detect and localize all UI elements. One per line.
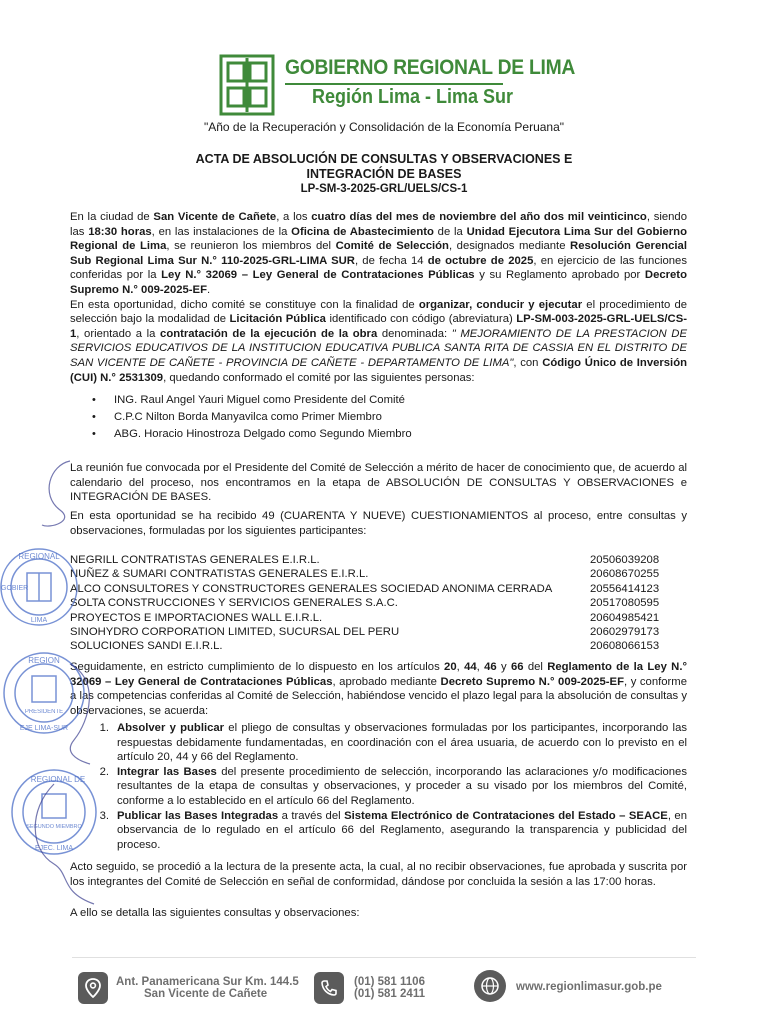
participant-name: SOLUCIONES SANDI E.I.R.L.	[70, 640, 223, 653]
item-number: 1.	[99, 722, 109, 734]
gobierno-regional-lima-logo	[219, 54, 275, 116]
text: ,	[456, 661, 465, 673]
text: y	[496, 661, 511, 673]
participant-ruc: 20608066153	[590, 640, 660, 653]
text-bold: 18:30 horas	[88, 225, 152, 238]
text: , aprobado mediante	[332, 675, 441, 688]
year-motto: "Año de la Recuperación y Consolidación de la Economía Peruana"	[203, 120, 565, 134]
text: de la	[433, 225, 467, 238]
org-name: GOBIERNO REGIONAL DE LIMA	[285, 56, 576, 79]
item-text	[117, 765, 687, 809]
text-bold: Código Único de Inversión (CUI) N.° 2531309	[70, 356, 688, 384]
stamp-text: REGIONAL DE	[30, 775, 86, 784]
document-code: LP-SM-3-2025-GRL/UELS/CS-1	[300, 183, 468, 195]
text-bold: 46	[484, 661, 497, 673]
text: , en ejercicio de las funciones conferidas por la	[70, 254, 687, 282]
text-bold: Decreto Supremo N.° 009-2025-EF	[440, 675, 624, 688]
org-divider	[285, 83, 503, 85]
text-bold: de octubre de 2025	[427, 254, 534, 267]
text: , a los	[276, 211, 312, 223]
footer-website: www.regionlimasur.gob.pe	[516, 981, 662, 993]
participant-name: PROYECTOS E IMPORTACIONES WALL E.I.R.L.	[70, 611, 323, 624]
participant-name: NEGRILL CONTRATISTAS GENERALES E.I.R.L.	[70, 554, 320, 566]
item-text	[117, 809, 687, 853]
item-text	[117, 721, 687, 765]
participant-ruc: 20608670255	[590, 568, 660, 581]
text: del	[523, 661, 548, 673]
text-bold: 20	[444, 661, 457, 673]
project-name: " MEJORAMIENTO DE LA PRESTACION DE SERVICIOS EDUCATIVOS DE LA INSTITUCION EDUCATIVA PUBLICA SANTA RITA DE CASSIA EN EL DISTRITO DE SAN VICENTE DE CAÑETE - PROVINCIA DE CAÑETE - DEPARTAMENTO DE LIMA"	[70, 327, 687, 369]
text-bold: Resolución Gerencial Sub Regional Lima Sur N.° 110-2025-GRL-LIMA SUR	[70, 240, 687, 267]
text-bold: Ley N.° 32069 – Ley General de Contrataciones Públicas	[161, 269, 475, 282]
text: , y conforme a las competencias conferidas al Comité de Selección, habiéndose vencido el plazo legal para la absolución de consultas y observaciones, se acuerda:	[70, 675, 687, 717]
text-bold: cuatro días del mes de noviembre del año dos mil veinticinco	[311, 211, 647, 223]
table-row	[70, 639, 660, 653]
paragraph-questions: En esta oportunidad se ha recibido 49 (CUARENTA Y NUEVE) CUESTIONAMIENTOS al proceso, entre consultas y observaciones, formuladas por los siguientes participantes:	[70, 510, 687, 537]
list-item	[92, 426, 412, 443]
text-bold: Unidad Ejecutora Lima Sur del Gobierno Regional de Lima	[70, 225, 687, 253]
text: , con	[513, 356, 543, 369]
participant-ruc: 20517080595	[590, 597, 660, 610]
text: el procedimiento de selección bajo la modalidad de	[70, 298, 688, 326]
stamp-text: SEGUNDO MIEMBRO	[26, 824, 82, 830]
table-row	[70, 582, 660, 596]
title-line-2: INTEGRACIÓN DE BASES	[306, 167, 462, 181]
title-line-1: ACTA DE ABSOLUCIÓN DE CONSULTAS Y OBSERVACIONES E	[195, 152, 573, 166]
member-name: C.P.C Nilton Borda Manyavilca como Primer Miembro	[114, 411, 382, 423]
table-row	[70, 596, 660, 610]
stamp-text: REGION	[28, 656, 60, 665]
member-name: ABG. Horacio Hinostroza Delgado como Segundo Miembro	[114, 428, 412, 440]
document-title	[0, 152, 768, 182]
stamp-text: REGIONAL	[18, 552, 60, 561]
paragraph-details: A ello se detalla las siguientes consultas y observaciones:	[70, 907, 360, 919]
stamp-text: EJE LIMA-SUR	[19, 725, 69, 732]
globe-icon	[474, 970, 506, 1002]
text: , en observancia de lo regulado en el artículo 66 del Reglamento, asegurando la transparencia y publicidad del proceso.	[117, 809, 687, 851]
text: denominada:	[377, 327, 452, 340]
bullet-icon: •	[92, 411, 96, 423]
text: , en las instalaciones de la	[151, 225, 292, 238]
paragraph-closing: Acto seguido, se procedió a la lectura de la presente acta, la cual, al no recibir observaciones, fue aprobada y suscrita por los integrantes del Comité de Selección en señal de conformidad, dándose por concluida la sesión a las 17:00 horas.	[70, 861, 687, 888]
text: y su Reglamento aprobado por	[474, 269, 645, 282]
participant-name: SINOHYDRO CORPORATION LIMITED, SUCURSAL DEL PERU	[70, 626, 400, 639]
footer-divider	[72, 957, 696, 958]
text: , designados mediante	[448, 240, 571, 253]
phone-icon	[314, 972, 344, 1004]
text: , orientado a la	[76, 327, 161, 340]
text: , de fecha 14	[354, 254, 428, 267]
text-bold: Absolver y publicar	[117, 722, 225, 734]
footer-phones	[354, 976, 425, 1000]
list-item	[92, 409, 412, 426]
participant-name: NUÑEZ & SUMARI CONTRATISTAS GENERALES E.I.R.L.	[70, 568, 369, 581]
text-bold: Integrar las Bases	[117, 765, 217, 778]
item-number: 3.	[99, 809, 109, 822]
signature-scribble	[24, 780, 104, 910]
text: En la ciudad de	[70, 211, 154, 223]
text: En esta oportunidad, dicho comité se constituye con la finalidad de	[70, 298, 419, 311]
list-item	[70, 721, 687, 765]
item-number: 2.	[99, 765, 109, 778]
address-line-1: Ant. Panamericana Sur Km. 144.5	[116, 976, 299, 988]
text-bold: San Vicente de Cañete	[153, 211, 277, 223]
text-bold: contratación de la ejecución de la obra	[160, 327, 378, 340]
text: Seguidamente, en estricto cumplimiento de lo dispuesto en los artículos	[70, 661, 445, 673]
address-line-2: San Vicente de Cañete	[144, 988, 268, 1000]
text-bold: LP-SM-003-2025-GRL-UELS/CS-1	[70, 313, 688, 340]
official-seal-stamp	[0, 546, 80, 628]
list-item	[70, 809, 687, 853]
stamp-text: GOBIER	[1, 585, 29, 592]
list-item	[70, 765, 687, 809]
text-bold: Oficina de Abastecimiento	[291, 225, 434, 238]
signature-scribble	[30, 455, 100, 535]
paragraph-opening	[70, 210, 687, 385]
stamp-text: LIMA	[30, 617, 48, 624]
participant-ruc: 20604985421	[590, 611, 660, 624]
bullet-icon: •	[92, 428, 96, 440]
footer-address	[116, 976, 299, 1000]
member-name: ING. Raul Angel Yauri Miguel como Presidente del Comité	[114, 394, 405, 406]
text: identificado con código (abreviatura)	[325, 313, 517, 326]
participant-name: ALCO CONSULTORES Y CONSTRUCTORES GENERALES SOCIEDAD ANONIMA CERRADA	[70, 582, 553, 595]
text-bold: Comité de Selección	[335, 240, 449, 253]
text: , siendo las	[70, 211, 687, 238]
table-row	[70, 611, 660, 625]
text-bold: Publicar las Bases Integradas	[117, 809, 279, 822]
table-row	[70, 625, 660, 639]
bullet-icon: •	[92, 394, 96, 406]
location-pin-icon	[78, 972, 108, 1004]
text-bold: Sistema Electrónico de Contrataciones del Estado – SEACE	[344, 809, 668, 822]
text: .	[207, 283, 211, 296]
text-bold: Reglamento de la Ley N.° 32069 – Ley General de Contrataciones Públicas	[70, 661, 687, 688]
text: el pliego de consultas y observaciones formuladas por los participantes, incorporando las respuestas debidamente fundamentadas, en coordinación con el área usuaria, de acuerdo con lo previsto en el artículo 20, 44 y 66 del Reglamento.	[117, 722, 687, 764]
text-bold: Licitación Pública	[229, 313, 326, 326]
paragraph-agreement-intro	[70, 660, 687, 718]
text: ,	[476, 661, 485, 673]
text-bold: organizar, conducir y ejecutar	[418, 298, 583, 311]
table-row	[70, 567, 660, 581]
text: , se reunieron los miembros del	[166, 240, 336, 253]
participants-table	[70, 553, 660, 654]
participant-ruc: 20556414123	[590, 582, 660, 595]
participant-ruc: 20602979173	[590, 626, 660, 639]
phone-number: (01) 581 1106	[354, 976, 425, 988]
text-bold: Decreto Supremo N.° 009-2025-EF	[70, 269, 687, 296]
participant-ruc: 20506039208	[590, 554, 660, 566]
phone-number: (01) 581 2411	[354, 988, 425, 1000]
signature-scribble	[30, 660, 110, 770]
stamp-text: EJEC. LIMA	[34, 845, 74, 852]
org-subtitle: Región Lima - Lima Sur	[312, 86, 514, 108]
text: del presente procedimiento de selección, incorporando las aclaraciones y/o modificaciones resultantes de la etapa de consultas y observaciones, y proceder a su visado por los miembros del Comité, conforme a lo establecido en el artículo 66 del Reglamento.	[117, 765, 687, 807]
table-row	[70, 553, 660, 567]
text-bold: 66	[510, 661, 524, 673]
paragraph-convocation: La reunión fue convocada por el Presidente del Comité de Selección a mérito de hacer de conocimiento que, de acuerdo al calendario del proceso, nos encontramos en la etapa de ABSOLUCIÓN DE CONSULTAS Y OBSERVACIONES e INTEGRACIÓN DE BASES.	[70, 462, 687, 504]
text: a través del	[278, 809, 345, 822]
list-item	[92, 392, 412, 409]
agreements-list	[70, 721, 687, 852]
stamp-text: PRESIDENTE	[24, 709, 64, 715]
committee-members-list	[92, 392, 412, 443]
text: , quedando conformado el comité por las siguientes personas:	[163, 371, 475, 384]
participant-name: SOLTA CONSTRUCCIONES Y SERVICIOS GENERALES S.A.C.	[70, 597, 398, 610]
text-bold: 44	[464, 661, 477, 673]
